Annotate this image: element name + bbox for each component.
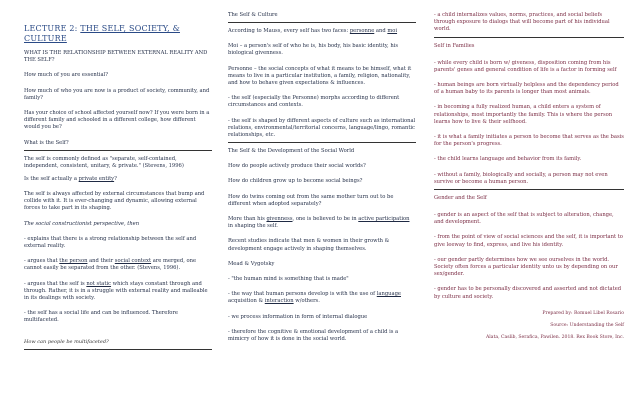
column-1 bbox=[24, 12, 212, 355]
question-produce: How do people actively produce their social worlds? bbox=[228, 163, 366, 170]
gender-bullet-4: - gender has to be personally discovered and asserted and not dictated by culture and society. bbox=[434, 286, 622, 300]
bullet-merged: - argues that the person and their social context are merged, one cannot easily be separated from the other. (Stevens, 1996). bbox=[24, 258, 197, 272]
bullet-mimicry: - therefore the cognitive & emotional development of a child is a mimicry of how it is done in the social world. bbox=[228, 328, 399, 343]
personne-definition: Personne – the social concepts of what it means to be himself, what it means to live in a particular institution, a family, religion, nationality, and how to behave given expectations & influences. bbox=[228, 65, 412, 87]
recent-studies: Recent studies indicate that men & women in their growth & development engage actively in shaping themselves. bbox=[228, 238, 390, 252]
source: Source: Understanding the Self bbox=[550, 322, 624, 328]
question-school: Has your choice of school affected yourself now? If you were born in a different family and schooled in a different college, how different would you be? bbox=[24, 110, 210, 131]
bullet-internal-dialogue: - we process information in form of internal dialogue bbox=[228, 313, 368, 320]
heading-families: Self in Families bbox=[434, 42, 475, 49]
self-shaped: - the self is shaped by different aspects of culture such as international relations, environmental/territorial concerns, language/lingo, romantic relationships, etc. bbox=[228, 117, 416, 139]
question-society: How much of who you are now is a product of society, community, and family? bbox=[24, 87, 210, 101]
gender-bullet-3: - our gender partly determines how we see ourselves in the world. Society often forces a particular identity unto us by depending on our sex/gender. bbox=[434, 256, 618, 278]
family-bullet-5: - the child learns language and behavior from its family. bbox=[434, 156, 582, 163]
bullet-language: - the way that human persons develop is with the use of language acquisition & interaction w/others. bbox=[228, 291, 401, 305]
heading-self-culture: The Self & Culture bbox=[228, 12, 278, 18]
family-bullet-1: - while every child is born w/ giveness, disposition coming from his parents' genes and general condition of life is a factor in forming self bbox=[434, 59, 617, 73]
question-children: How do children grow up to become social beings? bbox=[228, 178, 363, 185]
divider bbox=[434, 37, 624, 38]
mead-vygotsky: Mead & Vygotsky bbox=[228, 260, 275, 267]
question-essential: How much of you are essential? bbox=[24, 72, 109, 79]
heading-development: The Self & the Development of the Social World bbox=[228, 148, 355, 155]
family-bullet-2: - human beings are born virtually helpless and the dependency period of a human baby to its parents is longer than most animals. bbox=[434, 82, 619, 96]
authors: Alata, Caslib, Serafica, Pawilen. 2018. Rex Book Store, Inc. bbox=[485, 334, 624, 340]
bullet-strong-relationship: - explains that there is a strong relationship between the self and external reality. bbox=[24, 235, 197, 250]
bullet-human-mind: - "the human mind is something that is made" bbox=[228, 276, 349, 283]
gender-bullet-1: - gender is an aspect of the self that is subject to alteration, change, and development. bbox=[434, 212, 614, 226]
divider bbox=[228, 142, 416, 143]
column-3 bbox=[434, 12, 624, 341]
prepared-by: Prepared by: Romuel Libel Rosario bbox=[542, 310, 624, 316]
self-morphs: - the self (especially the Personne) morphs according to different circumstances and contexts. bbox=[228, 95, 400, 109]
moi-definition: Moi – a person's self of who he is, his body, his basic identity, his biological givenness. bbox=[228, 43, 398, 57]
gender-bullet-2: - from the point of view of social sciences and the self, it is important to give leeway to find, express, and live his identity. bbox=[434, 234, 623, 248]
family-bullet-6: - without a family, biologically and socially, a person may not even survive or become a human person. bbox=[434, 171, 608, 185]
family-bullet-3: - in becoming a fully realized human, a child enters a system of relationships, most importantly the family. This is where the person learns how to live & their selfhood. bbox=[434, 104, 613, 125]
bullet-multifaceted: - the self has a social life and can be influenced. Therefore multifaceted. bbox=[24, 310, 178, 324]
heading-gender: Gender and the Self bbox=[434, 195, 487, 202]
child-internalizes: - a child internalizes values, norms, practices, and social beliefs through exposure to dialogs that will become part of his individual world. bbox=[434, 12, 610, 33]
self-definition: The self is commonly defined as "separate, self-contained, independent, consistent, unitary, & private." (Stevens, 1996) bbox=[24, 155, 184, 169]
givenness-text: More than his givenness, one is believed to be in active participation in shaping the self. bbox=[228, 216, 410, 230]
caption-multifaceted: How can people be multifaceted? bbox=[24, 338, 109, 345]
question-twins: How do twins coming out from the same mother turn out to be different when adopted separately? bbox=[228, 193, 394, 207]
social-constructionist: The social constructionist perspective, then bbox=[24, 220, 140, 227]
divider bbox=[24, 150, 212, 151]
self-changing: The self is always affected by external circumstances that bump and collide with it. It is ever-changing and dynamic, allowing external forces to take part in its shaping. bbox=[24, 191, 205, 212]
main-question: WHAT IS THE RELATIONSHIP BETWEEN EXTERNAL REALITY AND THE SELF? bbox=[24, 50, 208, 64]
page-title: LECTURE 2: THE SELF, SOCIETY, & CULTURE bbox=[24, 24, 180, 43]
family-bullet-4: - it is what a family initiates a person to become that serves as the basis for the person's progress. bbox=[434, 134, 624, 148]
bullet-not-static: - argues that the self is not static which stays constant through and through. Rather, it is in a struggle with external reality and malleable in its dealings with society. bbox=[24, 280, 208, 302]
label-what-is-self: What is the Self? bbox=[24, 139, 69, 146]
divider bbox=[24, 349, 212, 350]
column-2 bbox=[228, 12, 416, 343]
divider bbox=[434, 189, 624, 190]
question-private-entity: Is the self actually a private entity? bbox=[24, 176, 117, 183]
divider bbox=[228, 22, 416, 23]
mauss-two-faces: According to Mauss, every self has two faces: personne and moi bbox=[228, 28, 398, 34]
